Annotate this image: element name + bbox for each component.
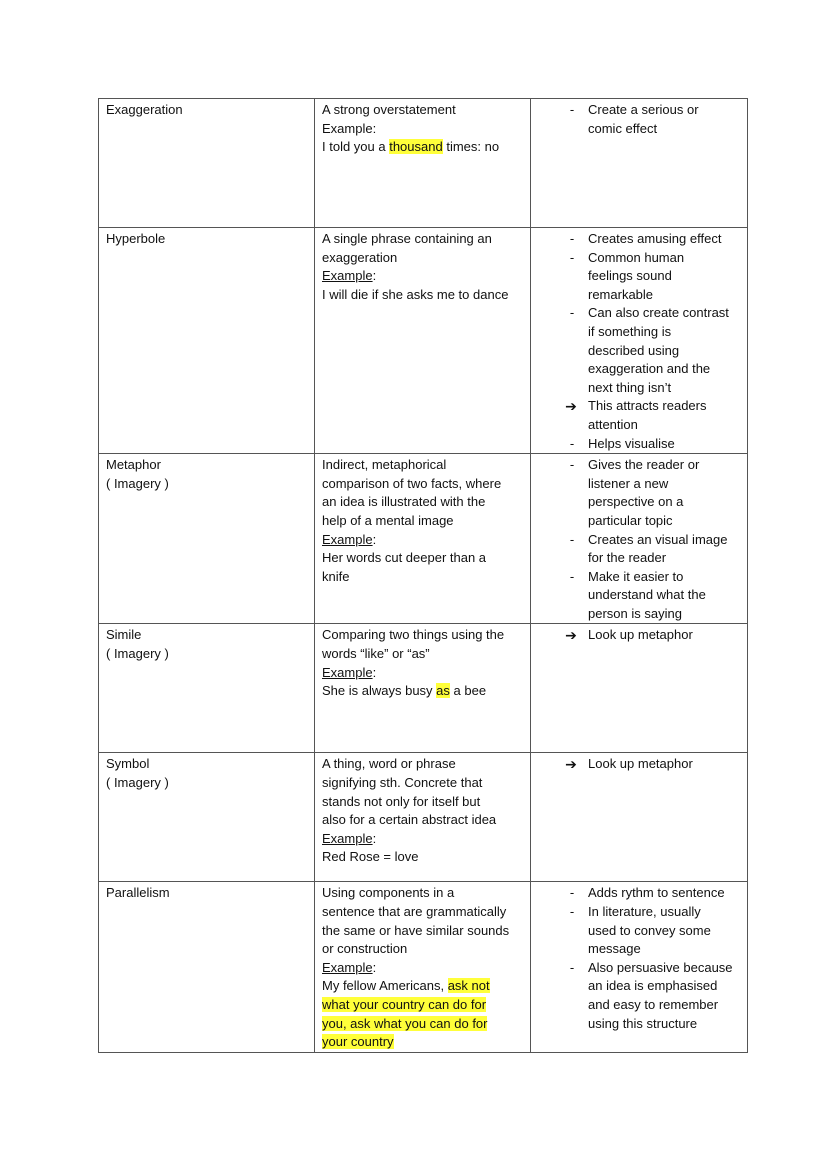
definition-line — [322, 531, 524, 550]
definition-text: Indirect, metaphorical — [322, 457, 447, 473]
term-label: ( Imagery ) — [106, 775, 169, 791]
effect-item — [538, 626, 741, 645]
effects-cell — [531, 228, 748, 454]
term-label: Metaphor — [106, 457, 161, 473]
effect-text: understand what the — [588, 587, 706, 603]
definition-line — [322, 793, 524, 812]
term-label: Hyperbole — [106, 231, 166, 246]
effect-item — [538, 101, 741, 138]
definition-text: times: no — [442, 139, 500, 155]
definition-cell — [315, 228, 531, 454]
definition-text: sentence that are grammatically — [322, 904, 507, 920]
definition-line — [322, 1033, 524, 1052]
effect-text: using this structure — [588, 1015, 698, 1031]
effect-text: Adds rythm to sentence — [588, 885, 725, 901]
definition-text: Her words cut deeper than a — [322, 550, 487, 566]
effect-text: feelings sound — [588, 268, 672, 284]
effect-text: remarkable — [588, 286, 654, 302]
highlighted-text: as — [436, 683, 450, 699]
definition-line — [322, 138, 524, 157]
definition-line — [322, 101, 524, 120]
highlighted-text: what your country can do for — [322, 997, 487, 1013]
definition-text: Example: — [322, 120, 377, 136]
term-cell — [99, 99, 315, 228]
definition-text: stands not only for itself but — [322, 793, 481, 809]
definition-text: I told you a — [322, 139, 390, 155]
effect-item — [538, 884, 741, 903]
term-label: Simile — [106, 627, 142, 643]
definition-line — [322, 626, 524, 645]
effect-text: comic effect — [588, 120, 658, 136]
table-row-exaggeration — [99, 99, 748, 228]
definition-line — [322, 230, 524, 249]
highlighted-text: ask not — [447, 978, 490, 994]
example-label: Example — [322, 830, 373, 846]
effect-text: Can also create contrast — [588, 305, 729, 321]
definition-text: Red Rose = love — [322, 849, 419, 865]
table-row-symbol — [99, 753, 748, 882]
definition-text: also for a certain abstract idea — [322, 812, 497, 828]
table-row-parallelism — [99, 882, 748, 1052]
effect-text: and easy to remember — [588, 997, 719, 1013]
definition-cell — [315, 99, 531, 228]
definition-text: Using components in a — [322, 885, 455, 901]
effect-item — [538, 304, 741, 397]
example-label: Example — [322, 531, 373, 547]
highlighted-text: your country — [322, 1034, 394, 1050]
definition-line — [322, 249, 524, 268]
effect-text: used to convey some — [588, 922, 711, 938]
effects-list — [538, 755, 741, 774]
definition-cell — [315, 454, 531, 624]
term-label: Parallelism — [106, 885, 170, 901]
effect-text: Also persuasive because — [588, 959, 733, 975]
definition-line — [322, 977, 524, 996]
effect-item — [538, 435, 741, 454]
arrow-icon: ➔ — [565, 398, 577, 415]
term-cell — [99, 228, 315, 454]
effects-cell — [531, 99, 748, 228]
effect-text: attention — [588, 416, 638, 432]
definition-text: : — [372, 664, 377, 680]
effects-cell — [531, 753, 748, 882]
definition-text: A thing, word or phrase — [322, 756, 456, 772]
definition-text: A strong overstatement — [322, 102, 456, 117]
arrow-icon: ➔ — [565, 756, 577, 773]
effect-text: Create a serious or — [588, 102, 699, 117]
effect-item — [538, 959, 741, 1033]
effect-text: Gives the reader or — [588, 457, 700, 473]
definition-text: I will die if she asks me to dance — [322, 286, 509, 302]
effects-list — [538, 230, 741, 453]
definition-line — [322, 774, 524, 793]
effect-text: exaggeration and the — [588, 361, 711, 377]
definition-text: She is always busy — [322, 683, 437, 699]
effect-item — [538, 755, 741, 774]
effect-text: if something is — [588, 323, 672, 339]
highlighted-text: you, ask what you can do for — [322, 1015, 488, 1031]
term-cell — [99, 454, 315, 624]
effect-item — [538, 903, 741, 959]
effect-text: Make it easier to — [588, 568, 684, 584]
definition-line — [322, 940, 524, 959]
definition-text: : — [372, 268, 377, 284]
definition-text: knife — [322, 568, 350, 584]
table-row-simile — [99, 624, 748, 753]
effect-item — [538, 531, 741, 568]
definition-text: exaggeration — [322, 249, 398, 265]
definition-text: help of a mental image — [322, 512, 454, 528]
definition-line — [322, 848, 524, 867]
definition-text: : — [372, 830, 377, 846]
dash-bullet: - — [569, 904, 575, 920]
table-row-hyperbole — [99, 228, 748, 454]
effect-item — [538, 230, 741, 249]
effect-item — [538, 397, 741, 434]
definition-cell — [315, 624, 531, 753]
effect-item — [538, 456, 741, 530]
effects-list — [538, 884, 741, 1033]
definition-text: words “like” or “as” — [322, 646, 430, 662]
effect-text: described using — [588, 342, 680, 358]
term-label: Symbol — [106, 756, 150, 772]
definition-line — [322, 645, 524, 664]
definition-line — [322, 456, 524, 475]
effect-text: Creates an visual image — [588, 531, 728, 547]
dash-bullet: - — [569, 568, 575, 584]
effect-text: person is saying — [588, 605, 682, 621]
definition-cell — [315, 753, 531, 882]
highlighted-text: thousand — [389, 139, 443, 155]
definition-line — [322, 755, 524, 774]
definition-line — [322, 512, 524, 531]
literary-devices-table — [98, 98, 748, 1053]
definition-line — [322, 884, 524, 903]
dash-bullet: - — [569, 102, 575, 117]
table-body — [99, 99, 748, 1053]
definition-cell — [315, 882, 531, 1052]
definition-text: signifying sth. Concrete that — [322, 775, 483, 791]
effect-text: Helps visualise — [588, 435, 675, 451]
term-label: ( Imagery ) — [106, 646, 169, 662]
definition-line — [322, 549, 524, 568]
definition-line — [322, 286, 524, 305]
effects-cell — [531, 882, 748, 1052]
definition-line — [322, 682, 524, 701]
effect-text: message — [588, 941, 641, 957]
dash-bullet: - — [569, 249, 575, 265]
effect-text: This attracts readers — [588, 398, 707, 414]
effect-text: for the reader — [588, 550, 667, 566]
effect-item — [538, 568, 741, 624]
effect-text: an idea is emphasised — [588, 978, 718, 994]
effect-text: perspective on a — [588, 494, 684, 510]
definition-line — [322, 811, 524, 830]
definition-line — [322, 664, 524, 683]
effect-text: Creates amusing effect — [588, 231, 722, 246]
definition-text: a bee — [449, 683, 487, 699]
dash-bullet: - — [569, 531, 575, 547]
definition-text: an idea is illustrated with the — [322, 494, 486, 510]
definition-line — [322, 568, 524, 587]
dash-bullet: - — [569, 435, 575, 451]
term-cell — [99, 753, 315, 882]
definition-text: : — [372, 531, 377, 547]
definition-line — [322, 922, 524, 941]
definition-line — [322, 475, 524, 494]
definition-text: My fellow Americans, — [322, 978, 448, 994]
effects-cell — [531, 624, 748, 753]
effect-item — [538, 249, 741, 305]
effects-list — [538, 101, 741, 138]
example-label: Example — [322, 664, 373, 680]
effects-list — [538, 626, 741, 645]
definition-line — [322, 120, 524, 139]
example-label: Example — [322, 959, 373, 975]
definition-text: the same or have similar sounds — [322, 922, 510, 938]
definition-line — [322, 996, 524, 1015]
definition-text: or construction — [322, 941, 408, 957]
definition-text: A single phrase containing an — [322, 231, 492, 246]
dash-bullet: - — [569, 457, 575, 473]
definition-line — [322, 903, 524, 922]
effect-text: next thing isn’t — [588, 379, 672, 395]
effect-text: Look up metaphor — [588, 756, 693, 772]
effect-text: In literature, usually — [588, 904, 701, 920]
dash-bullet: - — [569, 305, 575, 321]
effects-cell — [531, 454, 748, 624]
term-label: ( Imagery ) — [106, 475, 169, 491]
definition-text: comparison of two facts, where — [322, 475, 502, 491]
effect-text: particular topic — [588, 512, 673, 528]
definition-line — [322, 493, 524, 512]
term-cell — [99, 624, 315, 753]
effects-list — [538, 456, 741, 623]
dash-bullet: - — [569, 959, 575, 975]
term-label: Exaggeration — [106, 102, 183, 117]
definition-text: Comparing two things using the — [322, 627, 505, 643]
term-cell — [99, 882, 315, 1052]
effect-text: Common human — [588, 249, 685, 265]
definition-text: : — [372, 959, 377, 975]
arrow-icon: ➔ — [565, 627, 577, 644]
table-row-metaphor — [99, 454, 748, 624]
effect-text: Look up metaphor — [588, 627, 693, 643]
dash-bullet: - — [569, 231, 575, 246]
definition-line — [322, 959, 524, 978]
definition-line — [322, 1015, 524, 1034]
definition-line — [322, 830, 524, 849]
effect-text: listener a new — [588, 475, 669, 491]
example-label: Example — [322, 268, 373, 284]
definition-line — [322, 267, 524, 286]
dash-bullet: - — [569, 885, 575, 901]
